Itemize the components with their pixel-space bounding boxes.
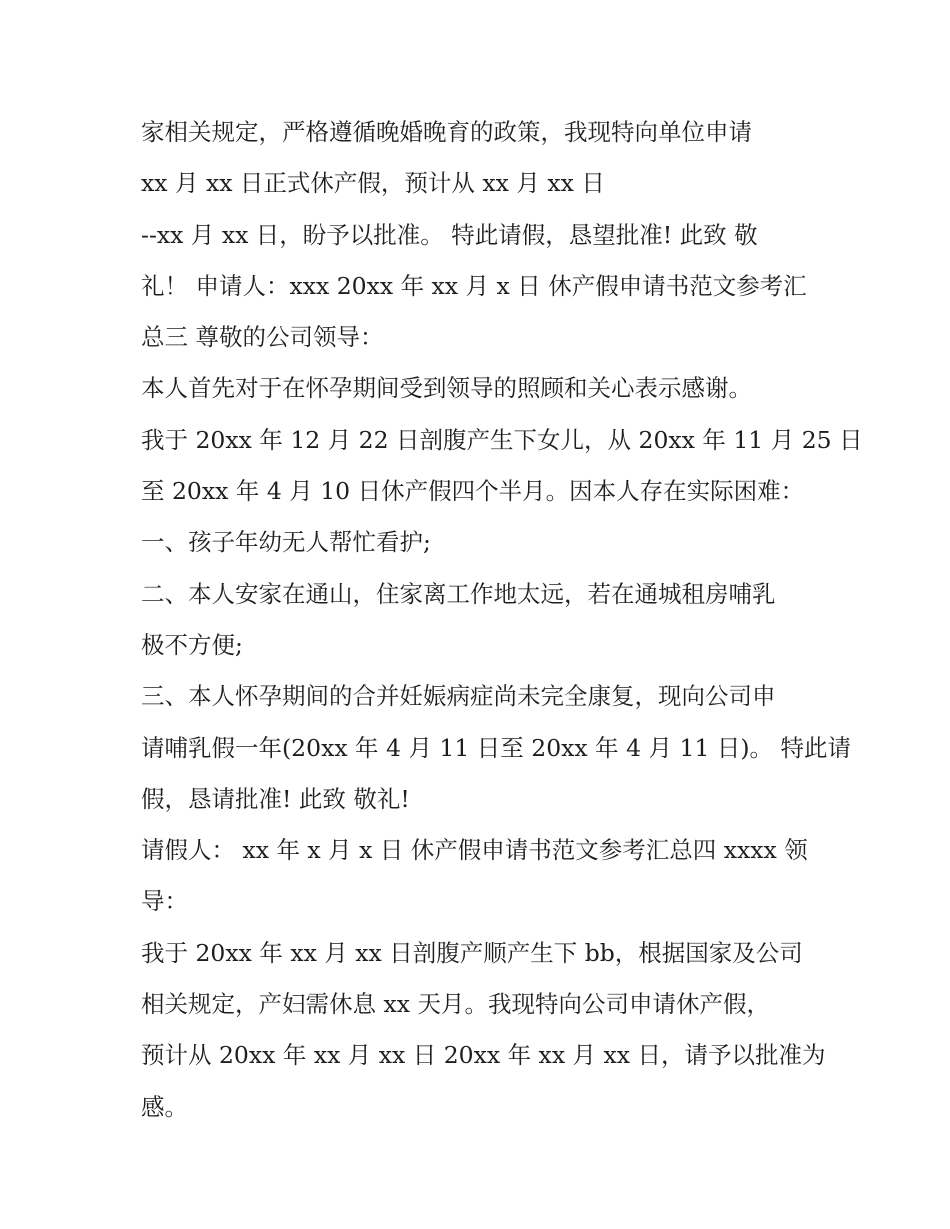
text-line: 我于 20xx 年 xx 月 xx 日剖腹产顺产生下 bb，根据国家及公司 (141, 938, 803, 967)
text-line: 一、孩子年幼无人帮忙看护; (141, 528, 431, 557)
text-line: 请假人： xx 年 x 月 x 日 休产假申请书范文参考汇总四 xxxx 领 (141, 836, 808, 865)
text-line: 相关规定，产妇需休息 xx 天月。我现特向公司申请休产假， (141, 990, 770, 1019)
text-line: 本人首先对于在怀孕期间受到领导的照顾和关心表示感谢。 (141, 374, 752, 403)
text-line: 请哺乳假一年(20xx 年 4 月 11 日至 20xx 年 4 月 11 日)。 特此请 (141, 733, 852, 762)
text-line: 总三 尊敬的公司领导： (141, 323, 384, 352)
document-body (141, 107, 863, 1133)
text-line: 家相关规定，严格遵循晚婚晚育的政策，我现特向单位申请 (141, 118, 752, 146)
text-line: 至 20xx 年 4 月 10 日休产假四个半月。因本人存在实际困难： (141, 477, 805, 506)
text-line: --xx 月 xx 日，盼予以批准。 特此请假，恳望批准! 此致 敬 (141, 220, 758, 249)
text-line: 假，恳请批准! 此致 敬礼! (141, 784, 410, 813)
text-line: 礼！ 申请人：xxx 20xx 年 xx 月 x 日 休产假申请书范文参考汇 (141, 271, 807, 300)
text-line: 极不方便; (141, 630, 243, 659)
text-line: 三、本人怀孕期间的合并妊娠病症尚未完全康复，现向公司申 (141, 682, 776, 711)
text-line: xx 月 xx 日正式休产假，预计从 xx 月 xx 日 (141, 169, 605, 198)
text-line: 感。 (141, 1092, 188, 1121)
text-line: 我于 20xx 年 12 月 22 日剖腹产生下女儿，从 20xx 年 11 月 25 日 (141, 425, 863, 454)
text-line: 导： (141, 887, 188, 916)
text-line: 二、本人安家在通山，住家离工作地太远，若在通城租房哺乳 (141, 579, 776, 608)
text-line: 预计从 20xx 年 xx 月 xx 日 20xx 年 xx 月 xx 日，请予以批准为 (141, 1041, 826, 1070)
